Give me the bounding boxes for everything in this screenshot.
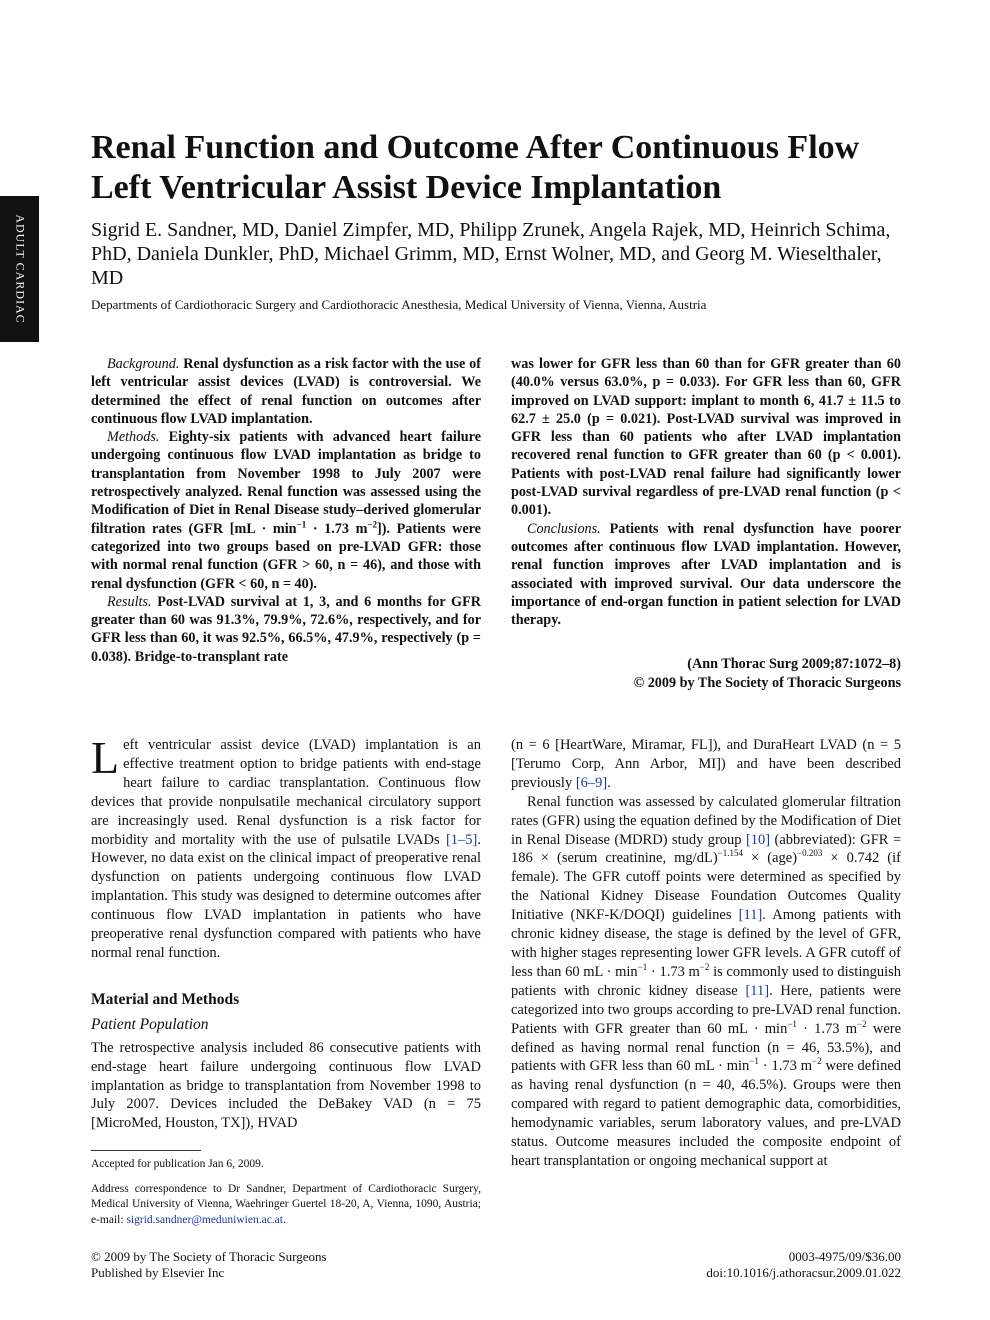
author-list: Sigrid E. Sandner, MD, Daniel Zimpfer, MD, Philipp Zrunek, Angela Rajek, MD, Heinrich Schima, PhD, Daniela Dunkler, PhD, Michael Grimm, MD, Ernst Wolner, MD, and Georg M. Wieselthaler, MD [91,219,891,289]
article-title: Renal Function and Outcome After Continuous Flow Left Ventricular Assist Device Implantation [91,129,860,206]
reference-link[interactable]: [11] [738,907,763,924]
reference-link[interactable]: [11] [745,982,770,999]
abstract-results: Results. Post-LVAD survival at 1, 3, and 6 months for GFR greater than 60 was 91.3%, 79.9%, 72.6%, respectively, and for GFR less than 60, it was 92.5%, 66.5%, 47.9%, respectively (p = 0.038). Bridge-to-transplant rate [91,593,482,665]
journal-citation: (Ann Thorac Surg 2009;87:1072–8) [687,656,901,673]
accepted-note: Accepted for publication Jan 6, 2009. [91,1158,264,1170]
reference-link[interactable]: [1–5] [445,831,478,848]
body-left-column [91,732,481,1133]
abstract-conclusions: Conclusions. Patients with renal dysfunction have poorer outcomes after continuous flow LVAD implantation. However, renal function improves after LVAD implantation and is associated with improved survival. Our data underscore the importance of end-organ function in patient selection for LVAD therapy. [511,520,901,629]
abstract-background: Background. Renal dysfunction as a risk factor with the use of left ventricular assist devices (LVAD) is controversial. We determined the effect of renal function on outcomes after continuous flow LVAD implantation. [91,356,482,427]
abstract-left-column [91,355,481,666]
footer-issn: 0003-4975/09/$36.00 [788,1249,901,1264]
affiliation: Departments of Cardiothoracic Surgery and Cardiothoracic Anesthesia, Medical University of Vienna, Vienna, Austria [91,297,707,312]
correspondence-note: Address correspondence to Dr Sandner, Department of Cardiothoracic Surgery, Medical University of Vienna, Waehringer Guertel 18-20, A, Vienna, 1090, Austria; e-mail: sigrid.sandner@meduniwien.ac.at. [91,1182,481,1226]
patient-population-paragraph: The retrospective analysis included 86 consecutive patients with end-stage heart failure undergoing continuous flow LVAD implantation as bridge to transplantation from November 1998 to July 2007. Devices included the DeBakey VAD (n = 75 [MicroMed, Houston, TX]), HVAD [91,1039,481,1132]
body-right-column [511,736,901,1171]
email-link[interactable]: sigrid.sandner@meduniwien.ac.at [126,1213,283,1226]
abstract-copyright: © 2009 by The Society of Thoracic Surgeons [633,674,901,691]
side-tab-label: ADULT CARDIAC [13,214,27,324]
footer-left [91,1249,327,1281]
devices-paragraph: (n = 6 [HeartWare, Miramar, FL]), and DuraHeart LVAD (n = 5 [Terumo Corp, Ann Arbor, MI]) and have been described previously [6–9]. [511,737,901,791]
subsection-heading: Patient Population [91,1015,209,1033]
results-label: Results. [107,593,152,610]
intro-paragraph: Left ventricular assist device (LVAD) implantation is an effective treatment option to bridge patients with end-stage heart failure to cardiac transplantation. Continuous flow devices that provide nonpulsatile mechanical circulatory support are increasingly used. Renal dysfunction is a risk factor for morbidity and mortality with the use of pulsatile LVADs [1–5]. However, no data exist on the clinical impact of preoperative renal dysfunction on patients undergoing continuous flow LVAD implantation. This study was designed to determine outcomes after continuous flow LVAD implantation in patients who have preoperative renal dysfunction compared with patients who have normal renal function. [91,732,481,961]
conclusions-label: Conclusions. [527,520,601,537]
footnotes [91,1157,481,1237]
footer-right [706,1249,901,1281]
abstract-right-column [511,355,901,692]
section-side-tab [0,196,39,342]
reference-link[interactable]: [10] [745,831,771,848]
footnote-divider [91,1150,201,1151]
reference-link[interactable]: [6–9] [575,774,608,791]
drop-cap: L [91,732,120,783]
section-heading: Material and Methods [91,990,240,1008]
footer-doi: doi:10.1016/j.athoracsur.2009.01.022 [706,1265,901,1280]
background-label: Background. [107,356,180,372]
abstract-results-continued: was lower for GFR less than 60 than for GFR greater than 60 (40.0% versus 63.0%, p = 0.033). For GFR less than 60, GFR improved on LVAD support: implant to month 6, 41.7 ± 11.5 to 62.7 ± 25.0 (p = 0.021). Post-LVAD survival was improved in GFR less than 60 patients who after LVAD implantation recovered renal function to GFR greater than 60 (p < 0.001). Patients with post-LVAD renal failure had significantly lower post-LVAD survival regardless of pre-LVAD renal function (p < 0.001). [511,356,901,519]
abstract-methods: Methods. Eighty-six patients with advanced heart failure undergoing continuous flow LVAD implantation as bridge to transplantation from November 1998 to July 2007 were retrospectively analyzed. Renal function was assessed using the Modification of Diet in Renal Disease study–derived glomerular filtration rates (GFR [$mL \cdot \min^{-1} \cdot 1.73$ $m^{-2}$]). Patients were categorized into two groups based on pre-LVAD GFR: those with normal renal function (GFR > 60, n = 46), and those with renal dysfunction (GFR < 60, n = 40). [91,429,482,592]
methods-label: Methods. [107,429,160,446]
footer-publisher: Published by Elsevier Inc [91,1265,225,1280]
footer-copyright: © 2009 by The Society of Thoracic Surgeons [91,1249,327,1264]
renal-function-paragraph: Renal function was assessed by calculated glomerular filtration rates (GFR) using the equation defined by the Modification of Diet in Renal Disease (MDRD) study group [10] (abbreviated): GFR = 186 × (serum creatinine, mg/dL)$^{-1.154}$ × (age)$^{-0.203}$ × 0.742 (if female). The GFR cutoff points were determined as specified by the National Kidney Disease Foundation Outcomes Quality Initiative (NKF-K/DOQI) guidelines [11]. Among patients with chronic kidney disease, the stage is defined by the level of GFR, with higher stages representing lower GFR levels. A GFR cutoff of less than 60 mL · $\min^{-1} \cdot 1.73$ $m^{-2}$ is commonly used to distinguish patients with chronic kidney disease [11]. Here, patients were categorized into two groups according to pre-LVAD renal function. Patients with GFR greater than 60 mL · $\min^{-1} \cdot 1.73$ $m^{-2}$ were defined as having normal renal function (n = 46, 53.5%), and patients with GFR less than 60 mL · $\min^{-1} \cdot 1.73$ $m^{-2}$ were defined as having renal dysfunction (n = 40, 46.5%). Groups were then compared with regard to patient demographic data, comorbidities, hemodynamic variables, serum laboratory values, and pre-LVAD status. Outcome measures included the composite endpoint of heart transplantation or ongoing mechanical support at [511,793,902,1169]
